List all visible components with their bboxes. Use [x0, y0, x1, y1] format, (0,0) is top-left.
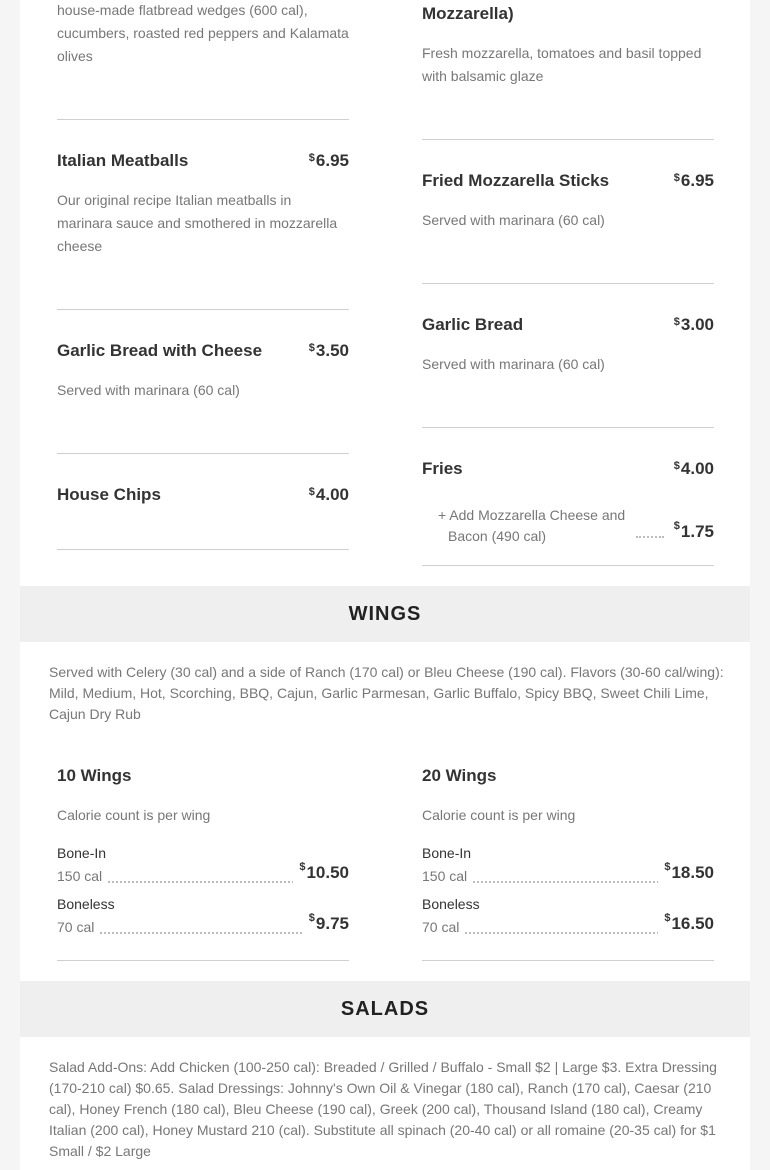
- menu-item-price: $4.00: [308, 485, 349, 504]
- page-gutter-right: [750, 0, 770, 1170]
- addon-label: + Add Mozzarella Cheese and Bacon (490 cal): [438, 507, 626, 544]
- menu-item-name: 10 Wings: [57, 766, 132, 785]
- option-name: Bone-In: [422, 845, 472, 861]
- menu-item-name: Garlic Bread with Cheese: [57, 341, 263, 360]
- divider: [422, 283, 714, 284]
- divider: [57, 549, 349, 550]
- menu-item-price: $6.95: [673, 171, 714, 190]
- option-bone-in[interactable]: [57, 845, 349, 885]
- addon-price: $1.75: [673, 520, 714, 541]
- menu-item-name: Mozzarella): [422, 4, 514, 23]
- menu-item-description: Served with marinara (60 cal): [422, 356, 605, 372]
- menu-item-name: House Chips: [57, 485, 161, 504]
- option-price: $16.50: [658, 914, 714, 934]
- divider: [57, 453, 349, 454]
- fries-addon-option[interactable]: [422, 505, 714, 545]
- option-calories: 70 cal: [422, 919, 465, 935]
- option-calories: 150 cal: [57, 868, 108, 884]
- option-name: Boneless: [57, 896, 115, 912]
- menu-item-description: Calorie count is per wing: [57, 807, 211, 823]
- menu-item-description: house-made flatbread wedges (600 cal), cucumbers, roasted red peppers and Kalamata olives: [57, 2, 349, 64]
- option-price: $10.50: [293, 863, 349, 883]
- menu-item-name: Italian Meatballs: [57, 151, 189, 170]
- menu-item-description: Served with marinara (60 cal): [422, 212, 605, 228]
- divider: [57, 119, 349, 120]
- menu-item-description: Served with marinara (60 cal): [57, 382, 240, 398]
- divider: [422, 139, 714, 140]
- divider: [57, 309, 349, 310]
- option-price: $9.75: [303, 914, 349, 934]
- option-boneless[interactable]: [57, 896, 349, 936]
- menu-item-name: 20 Wings: [422, 766, 497, 785]
- section-intro-salads: Salad Add-Ons: Add Chicken (100-250 cal): Breaded / Grilled / Buffalo - Small $2 | Large $3. Extra Dressing (170-210 cal) $0.65. Salad Dressings: Johnny's Own Oil & Vinegar (180 cal), Ranch (170 cal), Caesar (210 cal), Honey French (180 cal), Bleu Cheese (190 cal), Greek (200 cal), Thousand Island (180 cal), Creamy Italian (200 cal), Honey Mustard 210 (cal). Substitute all spinach (20-40 cal) or all romaine (20-35 cal) for $1 Small / $2 Large: [49, 1059, 717, 1159]
- menu-item-price: $4.00: [673, 459, 714, 478]
- menu-item-price: $3.00: [673, 315, 714, 334]
- option-name: Boneless: [422, 896, 480, 912]
- option-name: Bone-In: [57, 845, 107, 861]
- dot-leader: [636, 536, 664, 538]
- menu-item-description: Calorie count is per wing: [422, 807, 576, 823]
- menu-item-name: Garlic Bread: [422, 315, 524, 334]
- divider: [422, 427, 714, 428]
- menu-item-price: $3.50: [308, 341, 349, 360]
- menu-item-name: Fried Mozzarella Sticks: [422, 171, 610, 190]
- menu-item-name: Fries: [422, 459, 463, 478]
- menu-item-description: Our original recipe Italian meatballs in marinara sauce and smothered in mozzarella cheese: [57, 192, 338, 254]
- divider: [422, 565, 714, 566]
- section-header-salads: SALADS: [20, 981, 750, 1037]
- option-bone-in[interactable]: [422, 845, 714, 885]
- divider: [422, 960, 714, 961]
- menu-item-description: Fresh mozzarella, tomatoes and basil topped with balsamic glaze: [422, 45, 702, 84]
- option-boneless[interactable]: [422, 896, 714, 936]
- section-intro-wings: Served with Celery (30 cal) and a side of Ranch (170 cal) or Bleu Cheese (190 cal). Flavors (30-60 cal/wing): Mild, Medium, Hot, Scorching, BBQ, Cajun, Garlic Parmesan, Garlic Buffalo, Spicy BBQ, Sweet Chili Lime, Cajun Dry Rub: [49, 664, 724, 722]
- option-calories: 70 cal: [57, 919, 100, 935]
- page-gutter-left: [0, 0, 20, 1170]
- menu-item-price: $6.95: [308, 151, 349, 170]
- divider: [57, 960, 349, 961]
- section-header-wings: WINGS: [20, 586, 750, 642]
- option-price: $18.50: [658, 863, 714, 883]
- option-calories: 150 cal: [422, 868, 473, 884]
